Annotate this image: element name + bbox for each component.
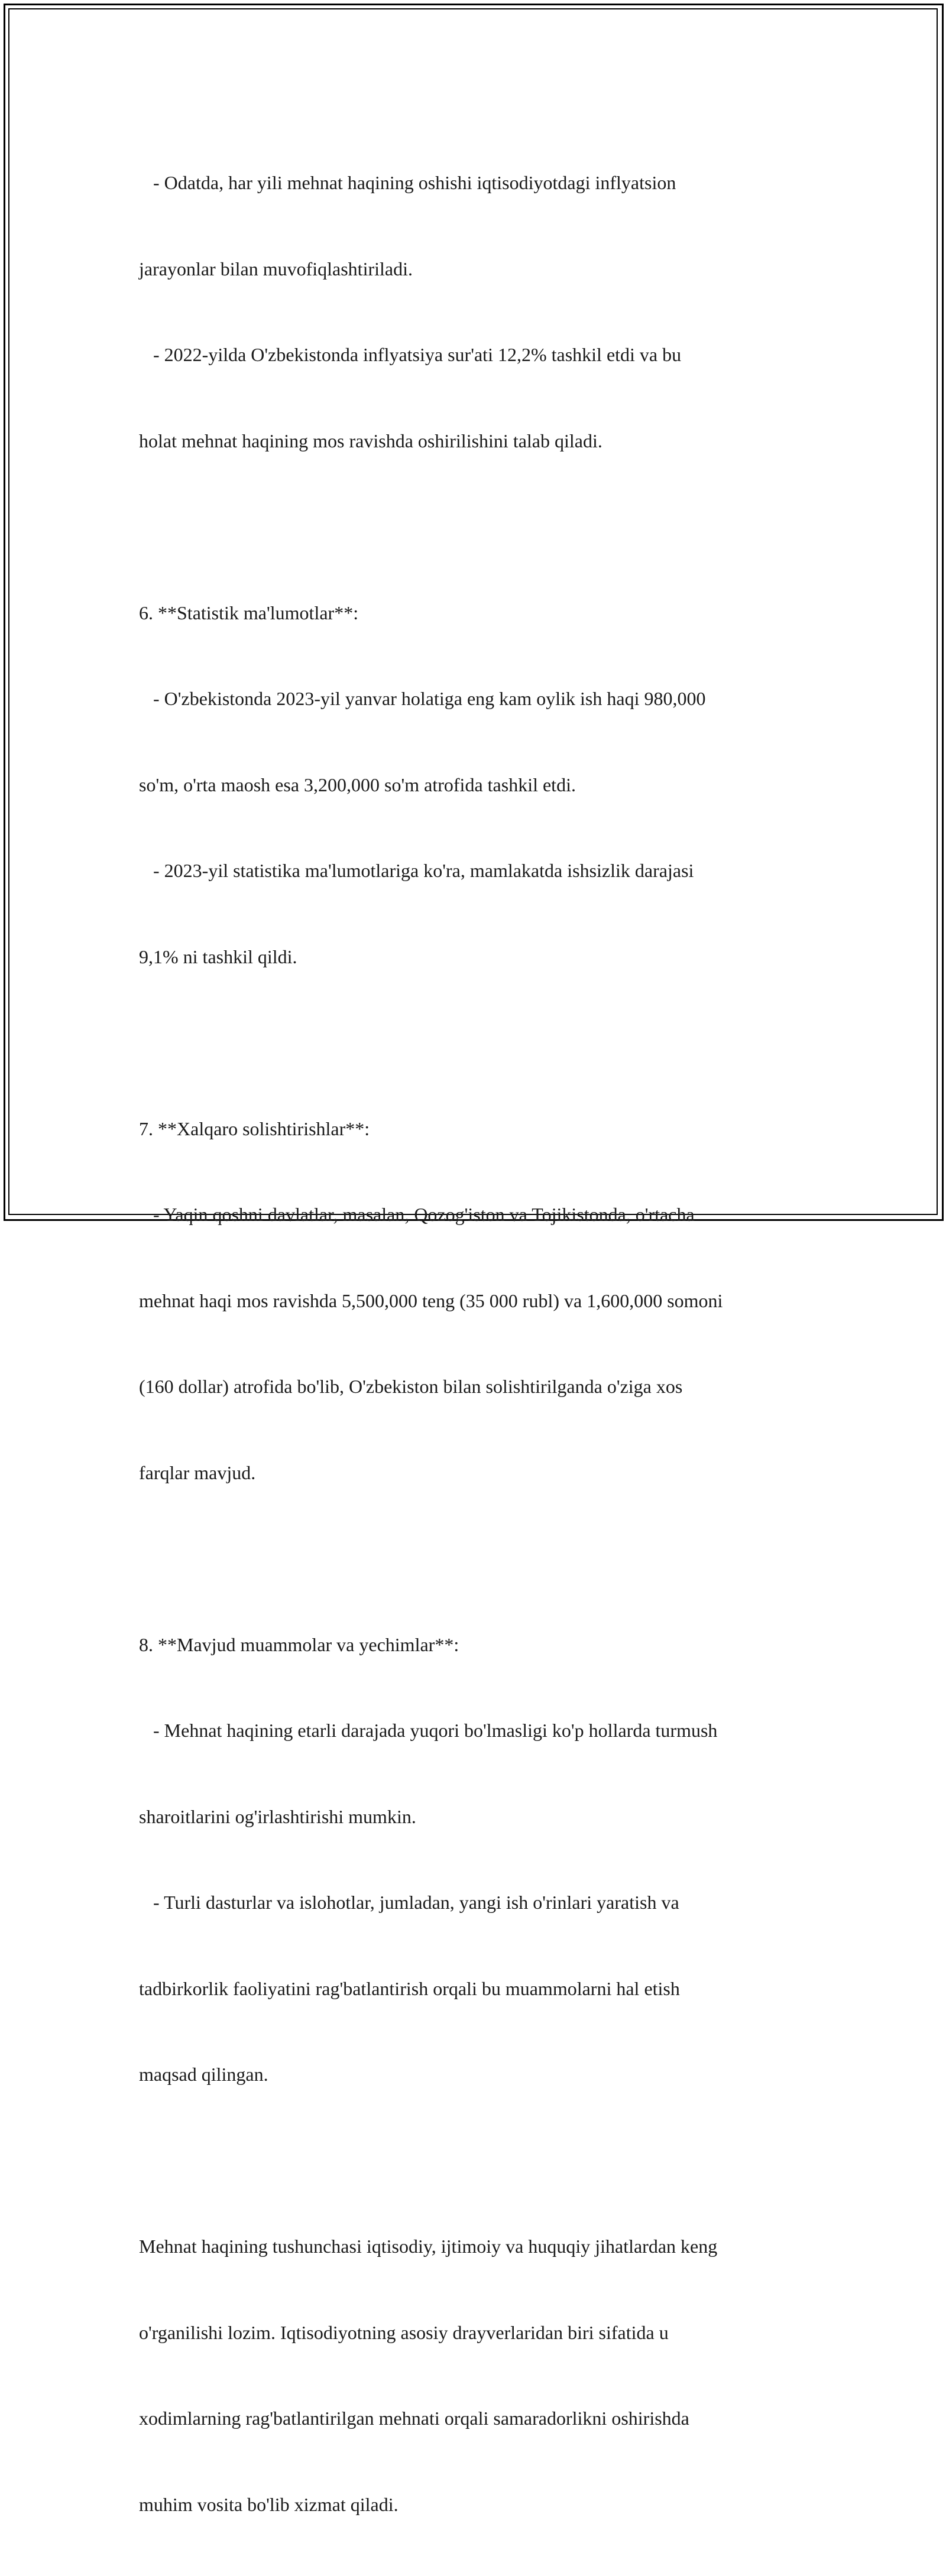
text-line: tadbirkorlik faoliyatini rag'batlantirish orqali bu muammolarni hal etish xyxy=(139,1977,680,1999)
paragraph-gap xyxy=(139,1028,819,1057)
document-body xyxy=(139,111,819,2576)
text-line: holat mehnat haqining mos ravishda oshirilishini talab qiladi. xyxy=(139,430,602,451)
paragraph-gap xyxy=(139,1544,819,1573)
section-heading: 7. **Xalqaro solishtirishlar**: xyxy=(139,1118,370,1139)
paragraph-gap xyxy=(139,2146,819,2175)
problems-solutions-section xyxy=(139,1573,819,2146)
text-line: muhim vosita bo'lib xizmat qiladi. xyxy=(139,2493,399,2515)
text-line: xodimlarning rag'batlantirilgan mehnati orqali samaradorlikni oshirishda xyxy=(139,2408,689,2429)
text-line: mehnat haqi mos ravishda 5,500,000 teng (35 000 rubl) va 1,600,000 somoni xyxy=(139,1289,723,1311)
text-line: maqsad qilingan. xyxy=(139,2064,268,2085)
text-line: - Turli dasturlar va islohotlar, jumladan, yangi ish o'rinlari yaratish va xyxy=(139,1892,679,1913)
text-line: - O'zbekistonda 2023-yil yanvar holatiga eng kam oylik ish haqi 980,000 xyxy=(139,688,706,709)
text-line: o'rganilishi lozim. Iqtisodiyotning asosiy drayverlaridan biri sifatida u xyxy=(139,2321,669,2343)
paragraph-gap xyxy=(139,512,819,541)
text-line: - Mehnat haqining etarli darajada yuqori bo'lmasligi ko'p hollarda turmush xyxy=(139,1720,718,1741)
text-line: Mehnat haqining tushunchasi iqtisodiy, ijtimoiy va huquqiy jihatlardan keng xyxy=(139,2236,718,2257)
text-line: 9,1% ni tashkil qildi. xyxy=(139,946,297,967)
text-line: - Yaqin qoshni davlatlar, masalan, Qozog'iston va Tojikistonda, o'rtacha xyxy=(139,1204,695,1225)
inflation-paragraph xyxy=(139,111,819,512)
text-line: - Odatda, har yili mehnat haqining oshishi iqtisodiyotdagi inflyatsion xyxy=(139,172,676,193)
conclusion-paragraph xyxy=(139,2175,819,2576)
section-heading: 6. **Statistik ma'lumotlar**: xyxy=(139,602,359,623)
section-heading: 8. **Mavjud muammolar va yechimlar**: xyxy=(139,1633,459,1655)
text-line: sharoitlarini og'irlashtirishi mumkin. xyxy=(139,1805,416,1827)
text-line: so'm, o'rta maosh esa 3,200,000 so'm atrofida tashkil etdi. xyxy=(139,774,576,795)
text-line: - 2023-yil statistika ma'lumotlariga ko'ra, mamlakatda ishsizlik darajasi xyxy=(139,860,694,881)
statistics-section xyxy=(139,541,819,1029)
text-line: jarayonlar bilan muvofiqlashtiriladi. xyxy=(139,258,413,280)
text-line: farqlar mavjud. xyxy=(139,1461,256,1483)
international-comparison-section xyxy=(139,1057,819,1545)
text-line: (160 dollar) atrofida bo'lib, O'zbekiston bilan solishtirilganda o'ziga xos xyxy=(139,1376,683,1397)
text-line: - 2022-yilda O'zbekistonda inflyatsiya sur'ati 12,2% tashkil etdi va bu xyxy=(139,344,682,365)
